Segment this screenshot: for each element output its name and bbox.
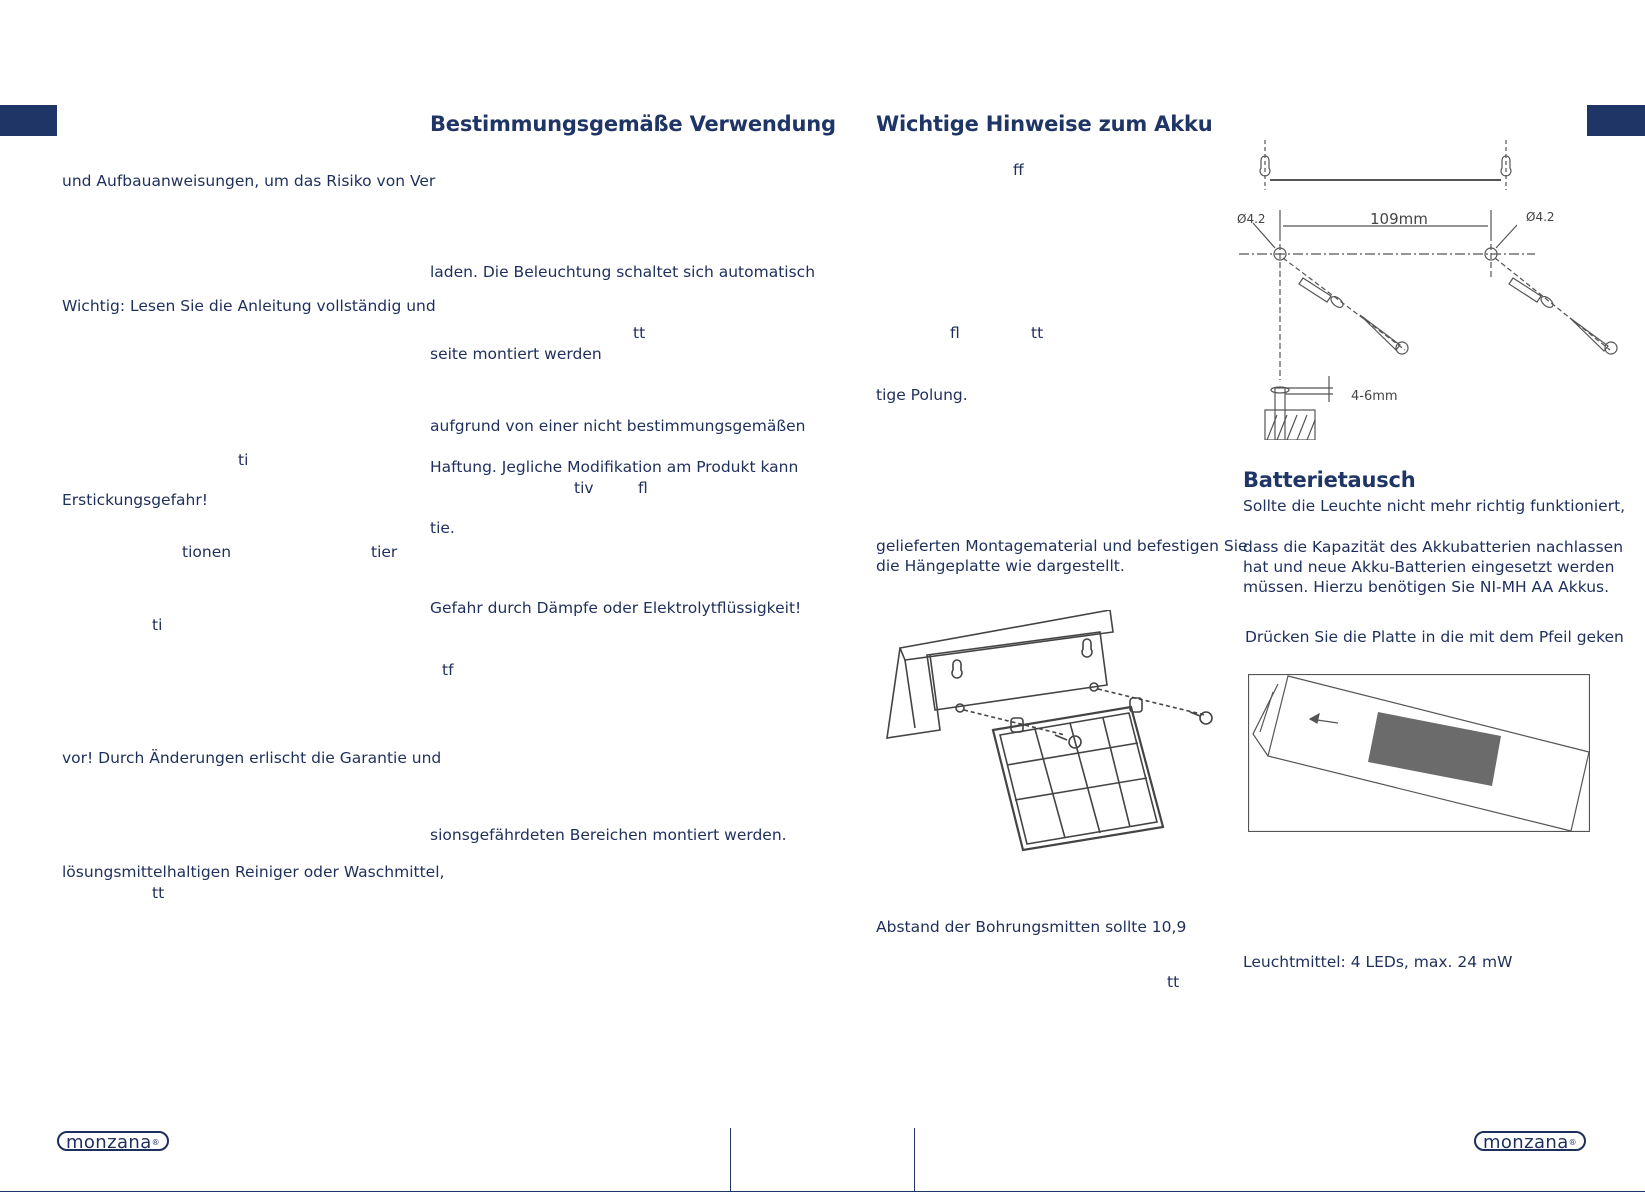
col1-line-1: und Aufbauanweisungen, um das Risiko von Ver	[62, 172, 436, 190]
col2-line-5: Haftung. Jegliche Modifikation am Produkt kann	[430, 458, 799, 476]
col2-line-4: aufgrund von einer nicht bestimmungsgemäßen	[430, 417, 806, 435]
col3-line-2a: fl	[950, 324, 960, 342]
heading-battery-notes: Wichtige Hinweise zum Akku	[876, 112, 1213, 136]
col2-line-6a: tiv	[574, 479, 594, 497]
col3-line-2b: tt	[1031, 324, 1044, 342]
col2-line-2: tt	[633, 324, 646, 342]
right-edge-tab	[1587, 105, 1645, 136]
col4-line-4: müssen. Hierzu benötigen Sie NI-MH AA Akkus.	[1243, 578, 1610, 596]
col1-line-7: vor! Durch Änderungen erlischt die Garantie und	[62, 749, 442, 767]
drilling-diagram	[1225, 140, 1620, 440]
monzana-logo-left	[57, 1131, 169, 1151]
battery-change-illustration	[1248, 674, 1590, 832]
col3-line-1: ff	[1013, 161, 1024, 179]
col2-line-9: tf	[442, 661, 454, 679]
footer-divider-right	[914, 1128, 915, 1192]
col2-line-3: seite montiert werden	[430, 345, 602, 363]
dimension-109mm: 109mm	[1370, 210, 1428, 228]
col1-line-4: Erstickungsgefahr!	[62, 491, 208, 509]
diameter-right-label: Ø4.2	[1526, 210, 1555, 224]
heading-intended-use: Bestimmungsgemäße Verwendung	[430, 112, 836, 136]
footer-divider-left	[730, 1128, 731, 1192]
depth-label: 4-6mm	[1351, 389, 1398, 404]
mounting-illustration	[885, 610, 1215, 875]
col4-line-5: Drücken Sie die Platte in die mit dem Pfeil geken	[1245, 628, 1624, 646]
logo-registered-mark: ®	[1568, 1138, 1578, 1147]
col1-line-2: Wichtig: Lesen Sie die Anleitung vollständig und	[62, 297, 436, 315]
col2-line-6b: fl	[638, 479, 648, 497]
col3-line-4: gelieferten Montagematerial und befestigen Sie	[876, 537, 1248, 555]
col4-line-1: Sollte die Leuchte nicht mehr richtig funktioniert,	[1243, 497, 1626, 515]
col3-line-7: tt	[1167, 973, 1180, 991]
col1-line-6: ti	[152, 616, 163, 634]
diameter-left-label: Ø4.2	[1237, 212, 1266, 226]
logo-registered-mark: ®	[151, 1138, 161, 1147]
col2-line-10: sionsgefährdeten Bereichen montiert werden.	[430, 826, 787, 844]
col4-line-6: Leuchtmittel: 4 LEDs, max. 24 mW	[1243, 953, 1513, 971]
heading-battery-change: Batterietausch	[1243, 468, 1416, 492]
col2-line-7: tie.	[430, 519, 455, 537]
col1-line-3: ti	[238, 451, 249, 469]
col1-line-5a: tionen	[182, 543, 232, 561]
col2-line-8: Gefahr durch Dämpfe oder Elektrolytflüssigkeit!	[430, 599, 802, 617]
col1-line-8: lösungsmittelhaltigen Reiniger oder Waschmittel,	[62, 863, 445, 881]
col2-line-1: laden. Die Beleuchtung schaltet sich automatisch	[430, 263, 816, 281]
left-edge-tab	[0, 105, 57, 136]
monzana-logo-right	[1474, 1131, 1586, 1151]
col1-line-5b: tier	[371, 543, 398, 561]
col4-line-3: hat und neue Akku-Batterien eingesetzt werden	[1243, 558, 1615, 576]
logo-text: monzana	[65, 1132, 152, 1153]
logo-text: monzana	[1482, 1132, 1569, 1153]
col3-line-3: tige Polung.	[876, 386, 968, 404]
col4-line-2: dass die Kapazität des Akkubatterien nachlassen	[1243, 538, 1624, 556]
col3-line-6: Abstand der Bohrungsmitten sollte 10,9	[876, 918, 1187, 936]
col3-line-5: die Hängeplatte wie dargestellt.	[876, 557, 1125, 575]
col1-line-9: tt	[152, 884, 165, 902]
